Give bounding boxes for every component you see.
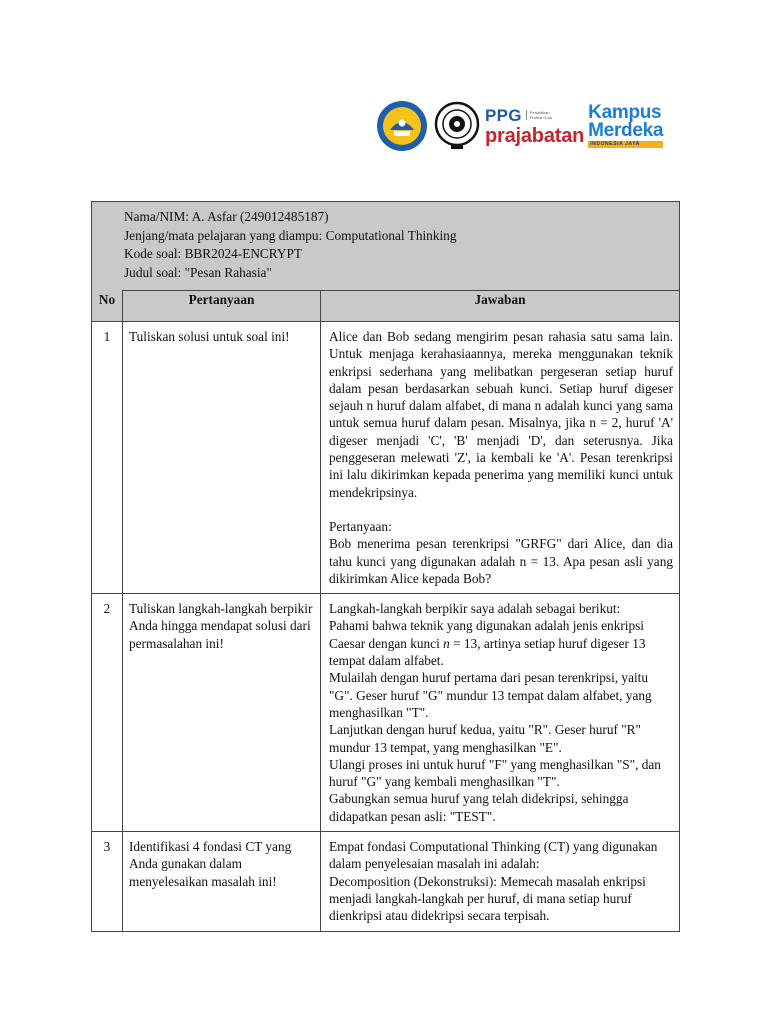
jenjang: Jenjang/mata pelajaran yang diampu: Computational Thinking — [124, 227, 457, 243]
col-no: No — [92, 291, 123, 322]
kampus-merdeka-logo — [588, 104, 663, 148]
answer-table — [91, 201, 680, 932]
answer-line: Gabungkan semua huruf yang telah didekripsi, sehingga didapatkan pesan asli: "TEST". — [329, 791, 629, 824]
table-row — [92, 322, 680, 594]
table-row — [92, 594, 680, 832]
row-number: 2 — [92, 594, 123, 832]
table-row — [92, 832, 680, 931]
ppg-program: prajabatan — [485, 124, 585, 147]
answer-cell — [321, 832, 680, 931]
ppg-label: PPG — [485, 105, 522, 125]
answer-line: Lanjutkan dengan huruf kedua, yaitu "R". Geser huruf "R" mundur 13 tempat, yang menghasilkan "E". — [329, 722, 641, 755]
header-info — [92, 202, 680, 291]
answer-cell — [321, 594, 680, 832]
question-cell: Tuliskan solusi untuk soal ini! — [123, 322, 321, 594]
question-cell: Identifikasi 4 fondasi CT yang Anda gunakan dalam menyelesaikan masalah ini! — [123, 832, 321, 931]
nama-nim: Nama/NIM: A. Asfar (249012485187) — [124, 209, 329, 224]
answer-line: Langkah-langkah berpikir saya adalah sebagai berikut: — [329, 601, 621, 617]
answer-cell — [321, 322, 680, 594]
merdeka-text: Merdeka — [588, 120, 664, 142]
unm-seal-icon — [434, 101, 480, 151]
col-pertanyaan: Pertanyaan — [123, 291, 321, 322]
ppg-logo — [485, 107, 584, 146]
question-cell: Tuliskan langkah-langkah berpikir Anda hingga mendapat solusi dari permasalahan ini! — [123, 594, 321, 832]
kemdikbud-logo-icon — [376, 100, 428, 152]
answer-line: Pahami bahwa teknik yang digunakan adalah jenis enkripsi Caesar dengan kunci n = 13, artinya setiap huruf digeser 13 tempat dalam alfabet. — [329, 618, 646, 669]
answer-line: Decomposition (Dekonstruksi): Memecah masalah enkripsi menjadi langkah-langkah per huruf, di mana setiap huruf dienkripsi atau didekripsi secara terpisah. — [329, 873, 646, 924]
row-number: 1 — [92, 322, 123, 594]
judul-soal: Judul soal: "Pesan Rahasia" — [124, 264, 272, 280]
answer-paragraph: Bob menerima pesan terenkripsi "GRFG" dari Alice, dan dia tahu kunci yang digunakan adalah n = 13. Apa pesan asli yang dikirimkan Alice kepada Bob? — [329, 536, 674, 586]
answer-paragraph: Alice dan Bob sedang mengirim pesan rahasia satu sama lain. Untuk menjaga kerahasiaannya, mereka menggunakan teknik enkripsi sederhana yang melibatkan pergeseran setiap huruf dalam pesan berdasarkan sebuah kunci. Setiap huruf digeser sejauh n huruf dalam alfabet, di mana n adalah kunci yang sama untuk semua huruf dalam pesan. Misalnya, jika n = 2, huruf 'A' digeser menjadi 'C', 'B' menjadi 'D', dan seterusnya. Jika penggeseran melewati 'Z', ia kembali ke 'A'. Pesan terenkripsi ini lalu dikirimkan kepada penerima yang memiliki kunci untuk mendekripsinya. — [329, 329, 674, 500]
kampus-tagline: INDONESIA JAYA — [588, 141, 663, 148]
answer-line: Mulailah dengan huruf pertama dari pesan terenkripsi, yaitu "G". Geser huruf "G" mundur 13 tempat dalam alfabet, yang menghasilkan "T". — [329, 670, 652, 720]
row-number: 3 — [92, 832, 123, 931]
kode-soal: Kode soal: BBR2024-ENCRYPT — [124, 246, 303, 261]
header-logos — [376, 96, 663, 156]
kampus-text: Kampus — [588, 102, 662, 124]
col-jawaban: Jawaban — [321, 291, 680, 322]
answer-question-label: Pertanyaan: — [329, 518, 392, 534]
answer-line: Ulangi proses ini untuk huruf "F" yang menghasilkan "S", dan huruf "G" yang kembali menghasilkan "T". — [329, 756, 661, 790]
answer-line: Empat fondasi Computational Thinking (CT) yang digunakan dalam penyelesaian masalah ini adalah: — [329, 839, 658, 872]
ppg-subtitle: Pendidikan Profesi Guru — [526, 110, 560, 120]
